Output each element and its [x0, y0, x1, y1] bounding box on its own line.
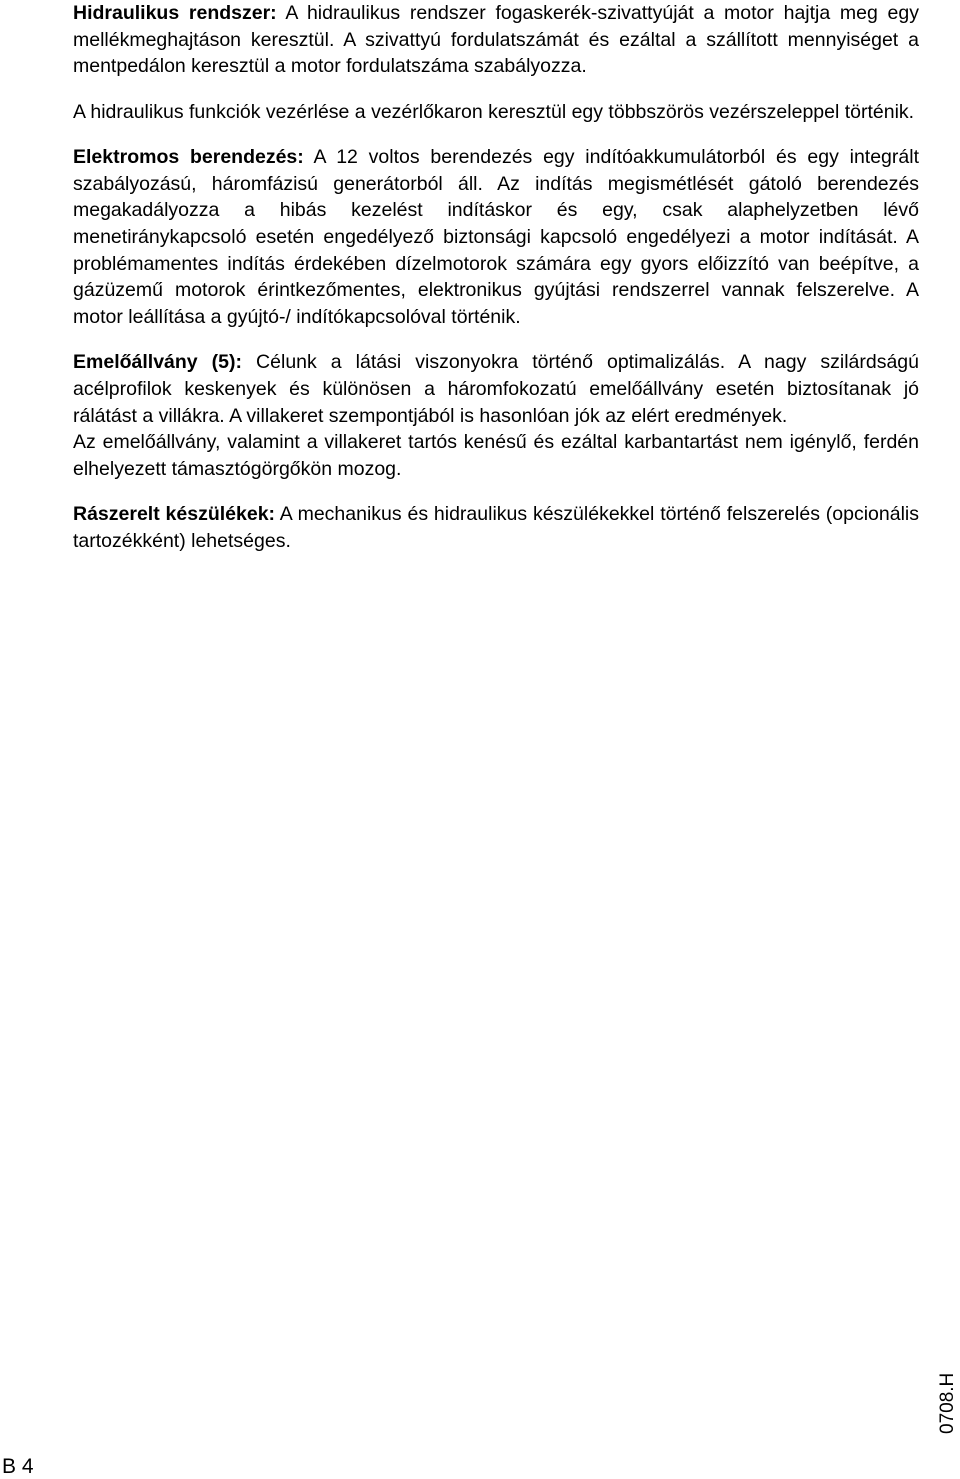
- paragraph-hydraulic-system: [73, 0, 919, 80]
- paragraph-mast-rollers: [73, 429, 919, 482]
- paragraph-electrical-system: [73, 144, 919, 331]
- paragraph-heading: Rászerelt készülékek:: [73, 503, 276, 526]
- paragraph-mast: [73, 349, 919, 429]
- paragraph-attachments: [73, 501, 919, 554]
- paragraph-text: A mechanikus és hidraulikus készülékekkel történő felszerelés (opcionális tartozékként) lehetséges.: [73, 503, 919, 552]
- paragraph-text: Az emelőállvány, valamint a villakeret tartós kenésű és ezáltal karbantartást nem igénylő, ferdén elhelyezett támasztógörgőkön mozog.: [73, 431, 919, 481]
- document-code: [938, 1370, 960, 1434]
- document-code-text: 0708.H: [937, 1372, 958, 1434]
- paragraph-text: A 12 voltos berendezés egy indítóakkumulátorból és egy integrált szabályozású, háromfázisú generátorból áll. Az indítás megismétlését gátoló berendezés megakadályozza a hibás kezelést indításkor és egy, csak alaphelyzetben lévő menetiránykapcsoló esetén engedélyező biztonsági kapcsoló engedélyezi a motor indítását. A problémamentes indítás érdekében dízelmotorok számára egy gyors előizzító van beépítve, a gázüzemű motorok érintkezőmentes, elektronikus gyújtási rendszerrel vannak felszerelve. A motor leállítása a gyújtó-/ indítókapcsolóval történik.: [73, 145, 919, 329]
- paragraph-heading: Emelőállvány (5):: [73, 351, 243, 374]
- paragraph-text: A hidraulikus rendszer fogaskerék-szivattyúját a motor hajtja meg egy mellékmeghajtáson keresztül. A szivattyú fordulatszámát és ezáltal a szállított mennyiséget a mentpedálon keresztül a motor fordulatszáma szabályozza.: [73, 2, 919, 78]
- paragraph-hydraulic-control: [73, 99, 919, 126]
- paragraph-heading: Hidraulikus rendszer:: [73, 2, 277, 24]
- paragraph-text: Célunk a látási viszonyokra történő optimalizálás. A nagy szilárdságú acélprofilok keskenyek és különösen a háromfokozatú emelőállvány esetén biztosítanak jó rálátást a villákra. A villakeret szempontjából is hasonlóan jók az elért eredmények.: [73, 351, 919, 427]
- document-body: [73, 0, 919, 555]
- page-number: B 4: [2, 1455, 34, 1478]
- paragraph-heading: Elektromos berendezés:: [73, 145, 304, 168]
- paragraph-text: A hidraulikus funkciók vezérlése a vezérlőkaron keresztül egy többszörös vezérszeleppel történik.: [73, 100, 915, 123]
